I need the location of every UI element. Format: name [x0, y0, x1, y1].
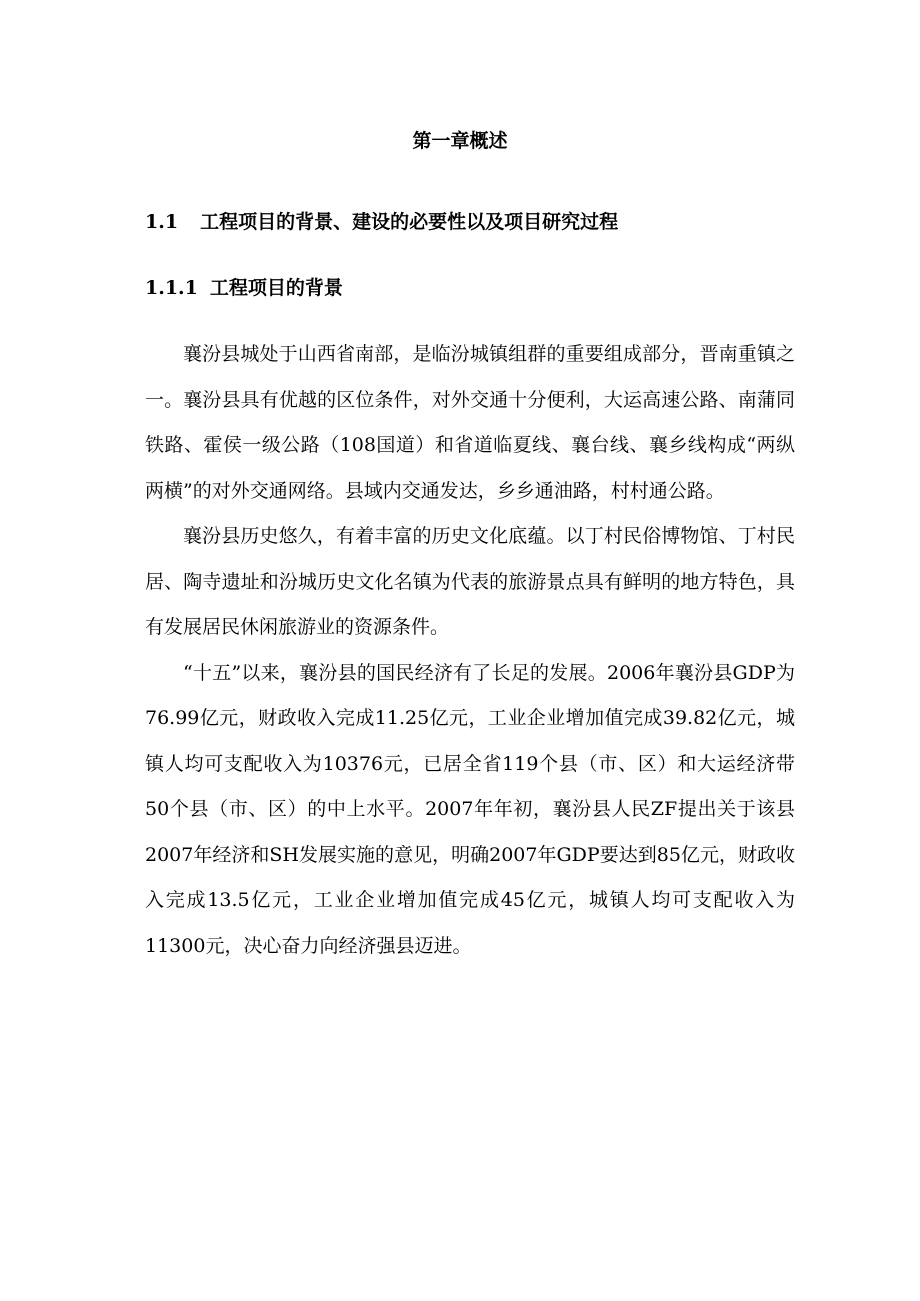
paragraph-history: 襄汾县历史悠久，有着丰富的历史文化底蕴。以丁村民俗博物馆、丁村民居、陶寺遗址和汾城历史文化名镇为代表的旅游景点具有鲜明的地方特色，具有发展居民休闲旅游业的资源条件。	[145, 525, 795, 638]
paragraph-economy: “十五”以来，襄汾县的国民经济有了长足的发展。2006年襄汾县GDP为76.99亿元，财政收入完成11.25亿元，工业企业增加值完成39.82亿元，城镇人均可支配收入为10376元，已居全省119个县（市、区）和大运经济带50个县（市、区）的中上水平。2007年年初，襄汾县人民ZF提出关于该县2007年经济和SH发展实施的意见，明确2007年GDP要达到85亿元，财政收入完成13.5亿元，工业企业增加值完成45亿元，城镇人均可支配收入为11300元，决心奋力向经济强县迈进。	[145, 661, 795, 957]
subsection-title: 工程项目的背景	[209, 277, 343, 299]
body-text	[145, 332, 795, 969]
section-heading	[145, 207, 618, 234]
subsection-heading	[145, 273, 343, 300]
paragraph-location: 襄汾县城处于山西省南部，是临汾城镇组群的重要组成部分，晋南重镇之一。襄汾县具有优越的区位条件，对外交通十分便利，大运高速公路、南蒲同铁路、霍侯一级公路（108国道）和省道临夏线、襄台线、襄乡线构成“两纵两横”的对外交通网络。县域内交通发达，乡乡通油路，村村通公路。	[145, 343, 795, 502]
subsection-number: 1.1.1	[145, 277, 198, 299]
chapter-title: 第一章概述	[412, 130, 508, 152]
section-number: 1.1	[145, 211, 179, 233]
section-title: 工程项目的背景、建设的必要性以及项目研究过程	[200, 211, 619, 233]
